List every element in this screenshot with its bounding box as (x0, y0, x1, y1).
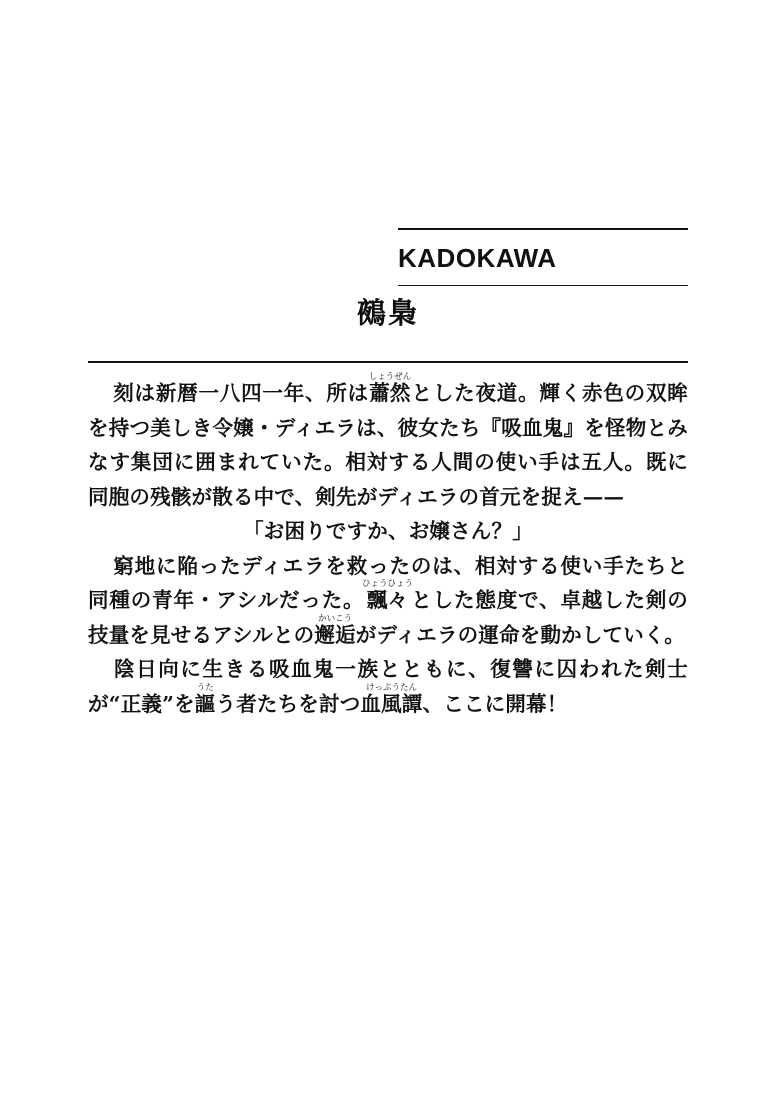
ruby-text: けっぷうたん (360, 682, 423, 693)
ruby-text: ひょうひょう (362, 579, 414, 589)
text-run: 「お困りですか、お嬢さん？」 (243, 519, 533, 543)
paragraph (88, 549, 688, 653)
synopsis-body (88, 372, 688, 721)
ruby-annotation: 謳うた (194, 682, 216, 716)
paragraph (88, 372, 688, 514)
text-run: 陰日向に生きる吸血鬼一族とともに、復讐に囚われた剣士が“正義”を (88, 657, 688, 716)
title-bottom-rule (88, 361, 688, 363)
text-run: う者たちを討つ (215, 691, 361, 716)
ruby-annotation: 邂逅かいこう (314, 613, 356, 647)
text-run: がディエラの運命を動かしていく。 (355, 622, 685, 647)
text-run: 刻は新暦一八四一年、所は (112, 381, 369, 405)
ruby-annotation: 血風譚けっぷうたん (360, 682, 423, 716)
publisher-header (398, 228, 688, 286)
paragraph (88, 514, 688, 549)
header-bottom-rule (398, 285, 688, 286)
publisher-name: KADOKAWA (398, 243, 557, 273)
ruby-text: かいこう (314, 613, 356, 624)
text-run: とした夜道。輝く赤色の双眸を持つ美しき令嬢・ディエラは、彼女たち『吸血鬼』を怪物とみなす集団に囲まれていた。相対する人間の使い手は五人。既に同胞の残骸が散る中で、剣先がディエラの首元を捉え—— (88, 381, 688, 509)
text-run: とした態度で、卓越した剣の技量を見せるアシルとの (88, 588, 688, 647)
text-run: 窮地に陥ったディエラを救ったのは、相対する使い手たちと同種の青年・アシルだった。 (88, 553, 688, 612)
ruby-text: うた (194, 682, 216, 693)
ruby-text: しょうぜん (368, 372, 412, 382)
paragraph (88, 652, 688, 721)
ruby-annotation: 蕭然しょうぜん (368, 372, 412, 405)
title-block (88, 296, 688, 347)
page-title: 鵺梟 (356, 296, 419, 330)
ruby-annotation: 飄々ひょうひょう (362, 579, 414, 612)
text-run: 、ここに開幕！ (422, 691, 568, 716)
